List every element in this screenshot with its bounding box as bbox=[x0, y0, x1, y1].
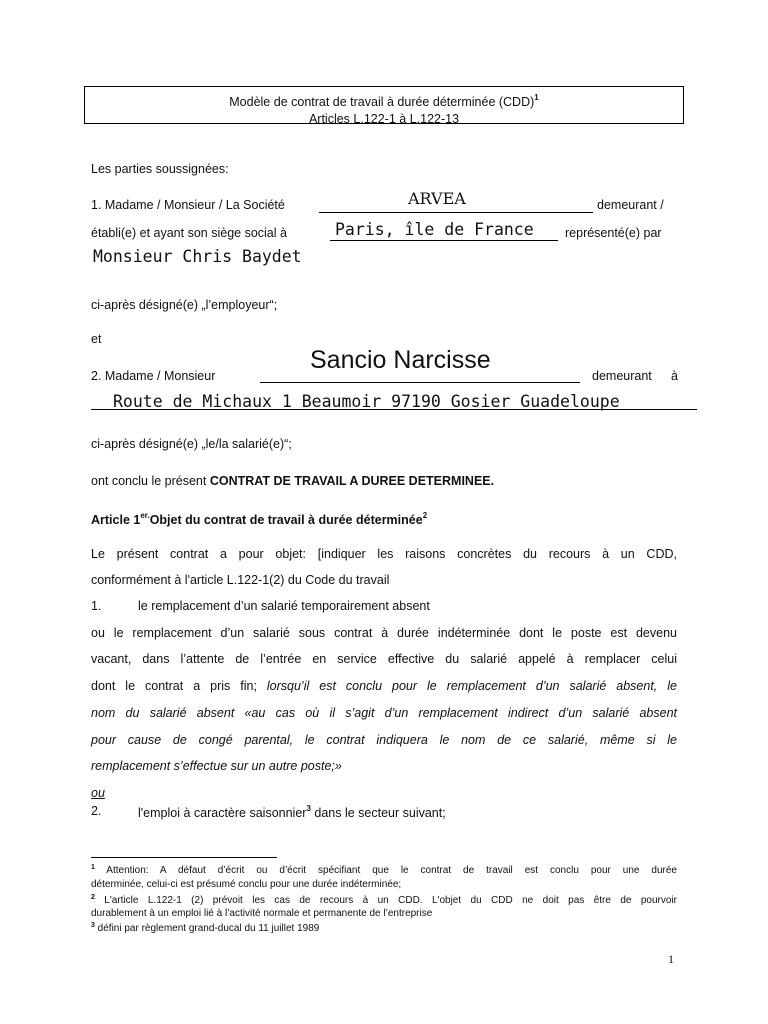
footnote-2-line-2: durablement à un emploi lié à l’activité normale et permanente de l’entreprise bbox=[91, 908, 433, 919]
or-separator: ou bbox=[91, 786, 105, 800]
parties-intro: Les parties soussignées: bbox=[91, 162, 229, 176]
item-1-number: 1. bbox=[91, 599, 102, 613]
body-paragraph-2-line-2: vacant, dans l’attente de l’entrée en service effective du salarié appelé à remplacer celui bbox=[91, 652, 677, 666]
footnote-ref-2: 2 bbox=[422, 511, 428, 520]
employer-seat-suffix: représenté(e) par bbox=[565, 226, 662, 240]
footnote-2-line-1: $^2$ L'article L.122-1 (2) prévoit les cas de recours à un CDD. L'objet du CDD ne doit pas être de pourvoir bbox=[91, 894, 677, 906]
body-paragraph-1-line-2: conformément à l'article L.122-1(2) du Code du travail bbox=[91, 573, 390, 587]
employee-name-field[interactable]: Sancio Narcisse bbox=[310, 346, 491, 374]
article-1-heading: Article 1$^{er.}$Objet du contrat de travail à durée déterminée$^2$ bbox=[91, 511, 428, 527]
employee-designation: ci-après désigné(e) „le/la salarié(e)“; bbox=[91, 437, 292, 451]
employee-address-field[interactable]: Route de Michaux 1 Beaumoir 97190 Gosier Guadeloupe bbox=[113, 392, 620, 411]
item-1-text: le remplacement d’un salarié temporairement absent bbox=[138, 599, 430, 613]
body-paragraph-2-line-3: dont le contrat a pris fin; lorsqu’il est conclu pour le remplacement d’un salarié absent, le bbox=[91, 679, 677, 693]
employee-name-underline bbox=[260, 382, 580, 383]
body-paragraph-1-line-1: Le présent contrat a pour objet: [indiquer les raisons concrètes du recours à un CDD, bbox=[91, 547, 677, 561]
employer-designation: ci-après désigné(e) „l’employeur“; bbox=[91, 298, 278, 312]
employer-suffix: demeurant / bbox=[597, 198, 664, 212]
item-2-number: 2. bbox=[91, 804, 102, 818]
contract-concluded-line: ont conclu le présent CONTRAT DE TRAVAIL A DUREE DETERMINEE. bbox=[91, 474, 495, 488]
body-paragraph-2-line-6: remplacement s’effectue sur un autre poste;» bbox=[91, 759, 342, 773]
document-title-box bbox=[84, 86, 684, 124]
document-subtitle: Articles L.122-1 à L.122-13 bbox=[308, 112, 460, 126]
conjunction-et: et bbox=[91, 332, 102, 346]
page-number: 1 bbox=[668, 952, 674, 966]
footnote-ref-3: 3 bbox=[306, 804, 311, 813]
item-2-text: l'emploi à caractère saisonnier$^3$ dans le secteur suivant; bbox=[138, 804, 446, 820]
footnote-3-line-1: $^3$ défini par règlement grand-ducal du 11 juillet 1989 bbox=[91, 922, 320, 934]
employer-name-underline bbox=[319, 212, 593, 213]
footnote-1-line-1: $^1$ Attention: A défaut d’écrit ou d’écrit spécifiant que le contrat de travail est conclu pour une durée bbox=[91, 864, 677, 876]
employer-seat-field[interactable]: Paris, île de France bbox=[335, 220, 534, 239]
body-paragraph-2-line-5: pour cause de congé parental, le contrat indiquera le nom de ce salarié, même si le bbox=[91, 733, 677, 747]
body-paragraph-2-line-4: nom du salarié absent «au cas où il s’agit d’un remplacement indirect d’un salarié absent bbox=[91, 706, 677, 720]
employer-seat-underline bbox=[330, 240, 558, 241]
employer-name-field[interactable]: ARVEA bbox=[408, 189, 466, 208]
employer-prefix: 1. Madame / Monsieur / La Société bbox=[91, 198, 285, 212]
employer-representative-field[interactable]: Monsieur Chris Baydet bbox=[93, 247, 302, 266]
body-paragraph-2-line-1: ou le remplacement d’un salarié sous contrat à durée indéterminée dont le poste est devenu bbox=[91, 626, 677, 640]
document-title: Modèle de contrat de travail à durée déterminée (CDD)$^1$ bbox=[229, 93, 539, 109]
footnote-ref-1: 1 bbox=[534, 93, 539, 102]
contract-type-bold: CONTRAT DE TRAVAIL A DUREE DETERMINEE. bbox=[209, 474, 495, 488]
employee-prefix: 2. Madame / Monsieur bbox=[91, 369, 216, 383]
footnote-1-line-2: déterminée, celui-ci est présumé conclu pour une durée indéterminée; bbox=[91, 879, 402, 890]
footnote-separator bbox=[91, 857, 277, 858]
employee-suffix: demeurant à bbox=[592, 369, 678, 383]
employer-seat-prefix: établi(e) et ayant son siège social à bbox=[91, 226, 287, 240]
